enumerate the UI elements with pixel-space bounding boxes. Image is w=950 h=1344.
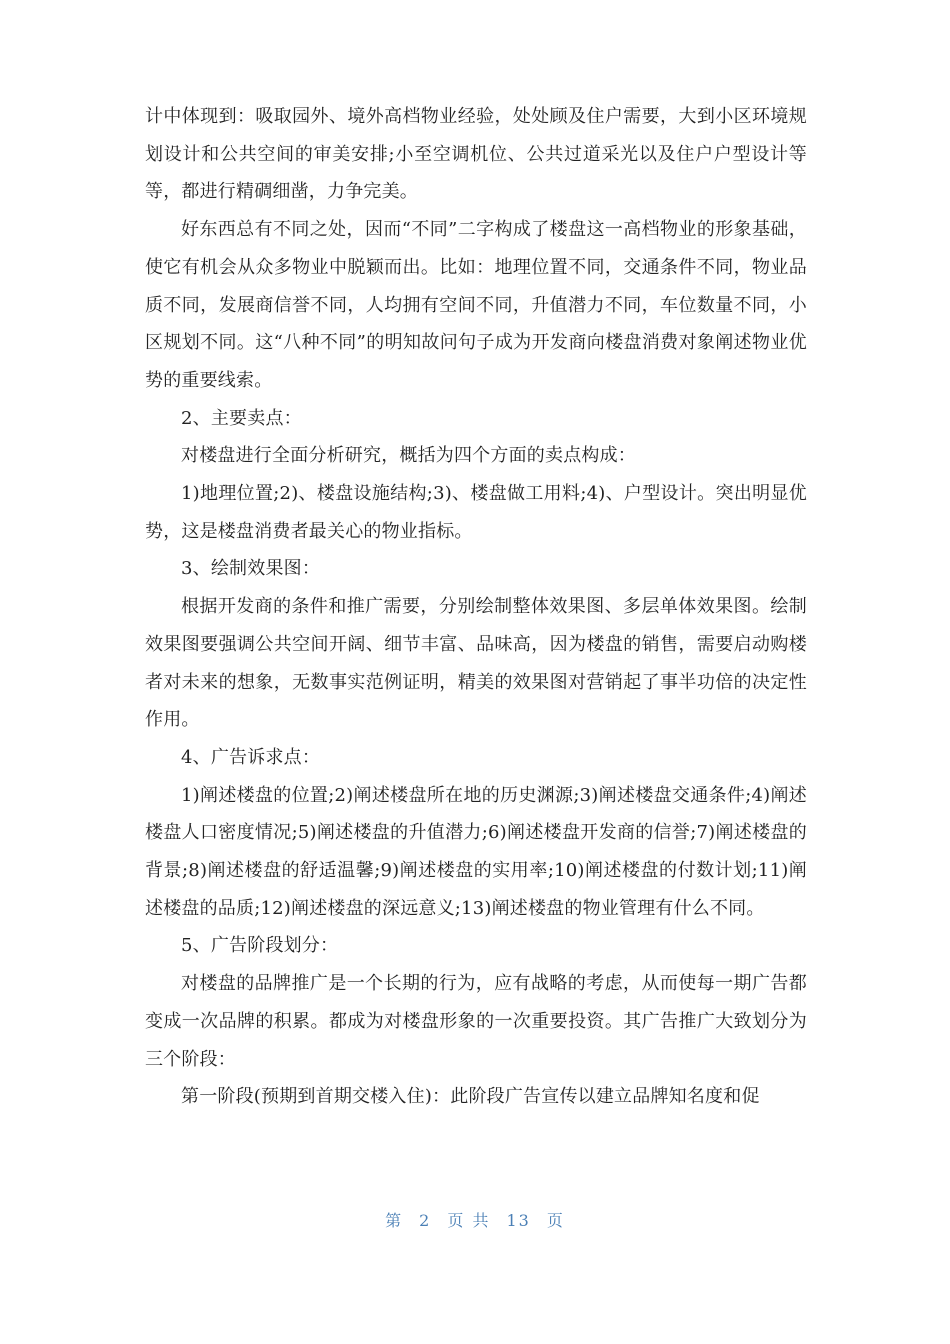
footer-suffix: 页 <box>546 1211 565 1230</box>
heading-ad-appeals: 4、广告诉求点： <box>181 746 321 768</box>
footer-middle: 页 共 <box>447 1211 491 1230</box>
paragraph-selling-points-list: 1)地理位置;2)、楼盘设施结构;3)、楼盘做工用料;4)、户型设计。突出明显优势，这是楼盘消费者最关心的物业指标。 <box>145 483 807 542</box>
footer-current-page: 2 <box>419 1211 432 1230</box>
heading-ad-stages: 5、广告阶段划分： <box>181 935 339 957</box>
paragraph-renderings: 根据开发商的条件和推广需要，分别绘制整体效果图、多层单体效果图。绘制效果图要强调公共空间开阔、细节丰富、品味高，因为楼盘的销售，需要启动购楼者对未来的想象，无数事实范例证明，精美的效果图对营销起了事半功倍的决定性作用。 <box>145 596 807 731</box>
paragraph-stage-one: 第一阶段(预期到首期交楼入住)：此阶段广告宣传以建立品牌知名度和促 <box>181 1086 760 1108</box>
paragraph-continuation: 计中体现到：吸取园外、境外高档物业经验，处处顾及住户需要，大到小区环境规划设计和公共空间的审美安排;小至空调机位、公共过道采光以及住户户型设计等等，都进行精碉细凿，力争完美。 <box>145 106 807 203</box>
heading-main-selling-points: 2、主要卖点： <box>181 407 302 429</box>
paragraph-selling-points-intro: 对楼盘进行全面分析研究，概括为四个方面的卖点构成： <box>181 445 636 467</box>
page-footer <box>0 1208 950 1231</box>
document-body <box>145 98 807 1116</box>
heading-renderings: 3、绘制效果图： <box>181 558 321 580</box>
paragraph-ad-stages-intro: 对楼盘的品牌推广是一个长期的行为，应有战略的考虑，从而使每一期广告都变成一次品牌的积累。都成为对楼盘形象的一次重要投资。其广告推广大致划分为三个阶段： <box>145 973 807 1070</box>
paragraph-differences: 好东西总有不同之处，因而“不同”二字构成了楼盘这一高档物业的形象基础，使它有机会从众多物业中脱颖而出。比如：地理位置不同，交通条件不同，物业品质不同，发展商信誉不同，人均拥有空间不同，升值潜力不同，车位数量不同，小区规划不同。这“八种不同”的明知故问句子成为开发商向楼盘消费对象阐述物业优势的重要线索。 <box>145 219 807 391</box>
footer-total-pages: 13 <box>506 1211 531 1230</box>
paragraph-ad-appeals-list: 1)阐述楼盘的位置;2)阐述楼盘所在地的历史渊源;3)阐述楼盘交通条件;4)阐述楼盘人口密度情况;5)阐述楼盘的升值潜力;6)阐述楼盘开发商的信誉;7)阐述楼盘的背景;8)阐述楼盘的舒适温馨;9)阐述楼盘的实用率;10)阐述楼盘的付数计划;11)阐述楼盘的品质;12)阐述楼盘的深远意义;13)阐述楼盘的物业管理有什么不同。 <box>145 784 807 919</box>
footer-prefix: 第 <box>385 1211 404 1230</box>
